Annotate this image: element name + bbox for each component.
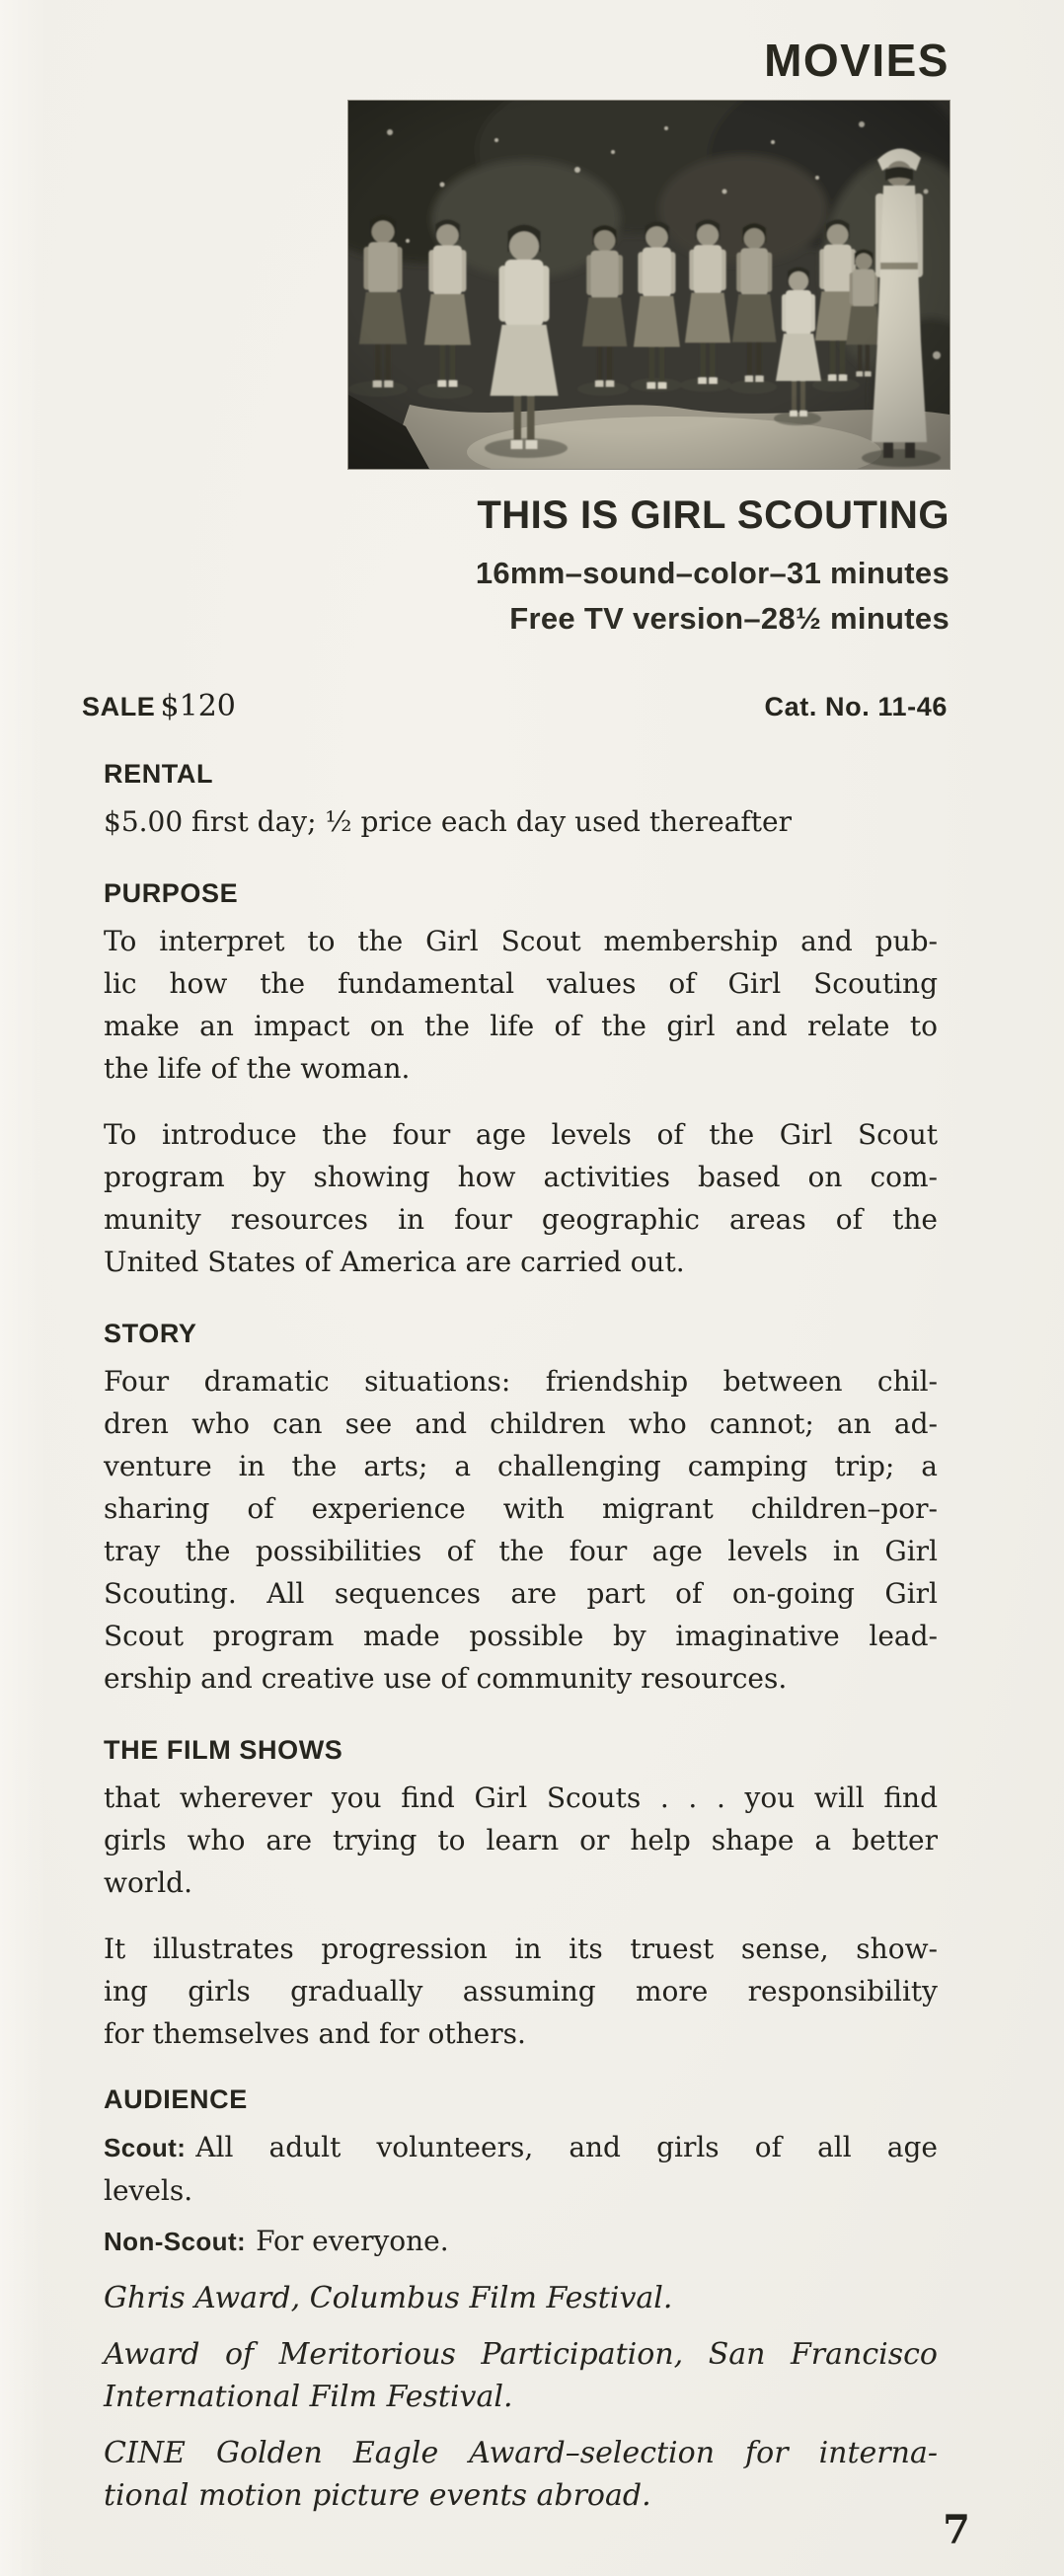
audience-first-line bbox=[104, 2126, 938, 2169]
award-item-2 bbox=[104, 2333, 938, 2418]
film-title-block bbox=[476, 493, 950, 642]
text-line: Award of Meritorious Participation, San Francisco bbox=[104, 2337, 938, 2372]
text-line: program by showing how activities based on com- bbox=[104, 1161, 938, 1193]
text-line: for themselves and for others. bbox=[104, 2017, 526, 2050]
award-item-3 bbox=[104, 2432, 938, 2517]
text-line: United States of America are carried out. bbox=[104, 1246, 685, 1278]
text-line: International Film Festival. bbox=[104, 2380, 513, 2414]
text-line: tray the possibilities of the four age levels in Girl bbox=[104, 1535, 938, 1567]
film-shows-paragraph-2 bbox=[104, 1928, 938, 2055]
heading-rental: RENTAL bbox=[104, 759, 214, 789]
sale-price: $120 bbox=[160, 689, 236, 723]
audience-text: For everyone. bbox=[256, 2225, 449, 2257]
audience-text: All adult volunteers, and girls of all age bbox=[195, 2131, 938, 2163]
audience-label: Scout: bbox=[104, 2133, 187, 2162]
film-still-photo bbox=[348, 101, 950, 469]
text-line: world. bbox=[104, 1866, 192, 1899]
text-line: It illustrates progression in its truest sense, show- bbox=[104, 1932, 938, 1965]
heading-the-film-shows: THE FILM SHOWS bbox=[104, 1735, 343, 1765]
audience-list bbox=[104, 2126, 938, 2263]
text-line: girls who are trying to learn or help shape a better bbox=[104, 1824, 938, 1856]
audience-first-line bbox=[104, 2220, 938, 2263]
text-line: Ghris Award, Columbus Film Festival. bbox=[104, 2281, 673, 2315]
text-line: levels. bbox=[104, 2174, 193, 2207]
film-format-line: 16mm–sound–color–31 minutes bbox=[475, 556, 950, 590]
awards-list bbox=[104, 2277, 938, 2517]
story-paragraph bbox=[104, 1360, 938, 1700]
text-line: munity resources in four geographic areas of the bbox=[104, 1203, 938, 1236]
rental-terms bbox=[104, 800, 938, 843]
film-still-illustration bbox=[348, 101, 950, 469]
text-line: To introduce the four age levels of the Girl Scout bbox=[104, 1118, 938, 1151]
film-shows-paragraph-1 bbox=[104, 1777, 938, 1904]
heading-audience: AUDIENCE bbox=[104, 2084, 248, 2114]
audience-item bbox=[104, 2220, 938, 2263]
sale-row bbox=[82, 681, 948, 723]
film-title: THIS IS GIRL SCOUTING bbox=[477, 493, 950, 537]
text-line: venture in the arts; a challenging camping trip; a bbox=[104, 1450, 938, 1482]
audience-label: Non-Scout: bbox=[104, 2227, 247, 2256]
award-item-1 bbox=[104, 2277, 938, 2319]
catalog-number: Cat. No. 11-46 bbox=[764, 692, 948, 721]
text-line: tional motion picture events abroad. bbox=[104, 2478, 651, 2513]
text-line: dren who can see and children who cannot; an ad- bbox=[104, 1407, 938, 1440]
text-line: that wherever you find Girl Scouts . . . you will find bbox=[104, 1781, 938, 1814]
text-line: CINE Golden Eagle Award–selection for interna- bbox=[104, 2436, 938, 2470]
text-line: Scout program made possible by imaginative lead- bbox=[104, 1620, 938, 1652]
text-line: lic how the fundamental values of Girl Scouting bbox=[104, 967, 938, 1000]
catalog-entry bbox=[82, 681, 948, 2531]
heading-purpose: PURPOSE bbox=[104, 878, 239, 908]
film-tv-version-line: Free TV version–28½ minutes bbox=[509, 601, 950, 636]
text-line: make an impact on the life of the girl and relate to bbox=[104, 1010, 938, 1042]
heading-story: STORY bbox=[104, 1319, 197, 1348]
text-line: Scouting. All sequences are part of on-going Girl bbox=[104, 1577, 938, 1610]
purpose-paragraph-2 bbox=[104, 1113, 938, 1283]
audience-item bbox=[104, 2126, 938, 2212]
text-line: To interpret to the Girl Scout membership and pub- bbox=[104, 925, 938, 957]
text-line: Four dramatic situations: friendship between chil- bbox=[104, 1365, 938, 1398]
text-line: ing girls gradually assuming more responsibility bbox=[104, 1975, 938, 2008]
text-line: the life of the woman. bbox=[104, 1052, 411, 1085]
sale-info bbox=[82, 689, 236, 723]
page-number: 7 bbox=[943, 2507, 970, 2553]
purpose-paragraph-1 bbox=[104, 920, 938, 1090]
text-line: sharing of experience with migrant children–por- bbox=[104, 1492, 938, 1525]
text-line: $5.00 first day; ½ price each day used thereafter bbox=[104, 805, 792, 838]
sale-label: SALE bbox=[82, 692, 156, 721]
section-label: MOVIES bbox=[764, 35, 950, 86]
text-line: ership and creative use of community resources. bbox=[104, 1662, 788, 1695]
